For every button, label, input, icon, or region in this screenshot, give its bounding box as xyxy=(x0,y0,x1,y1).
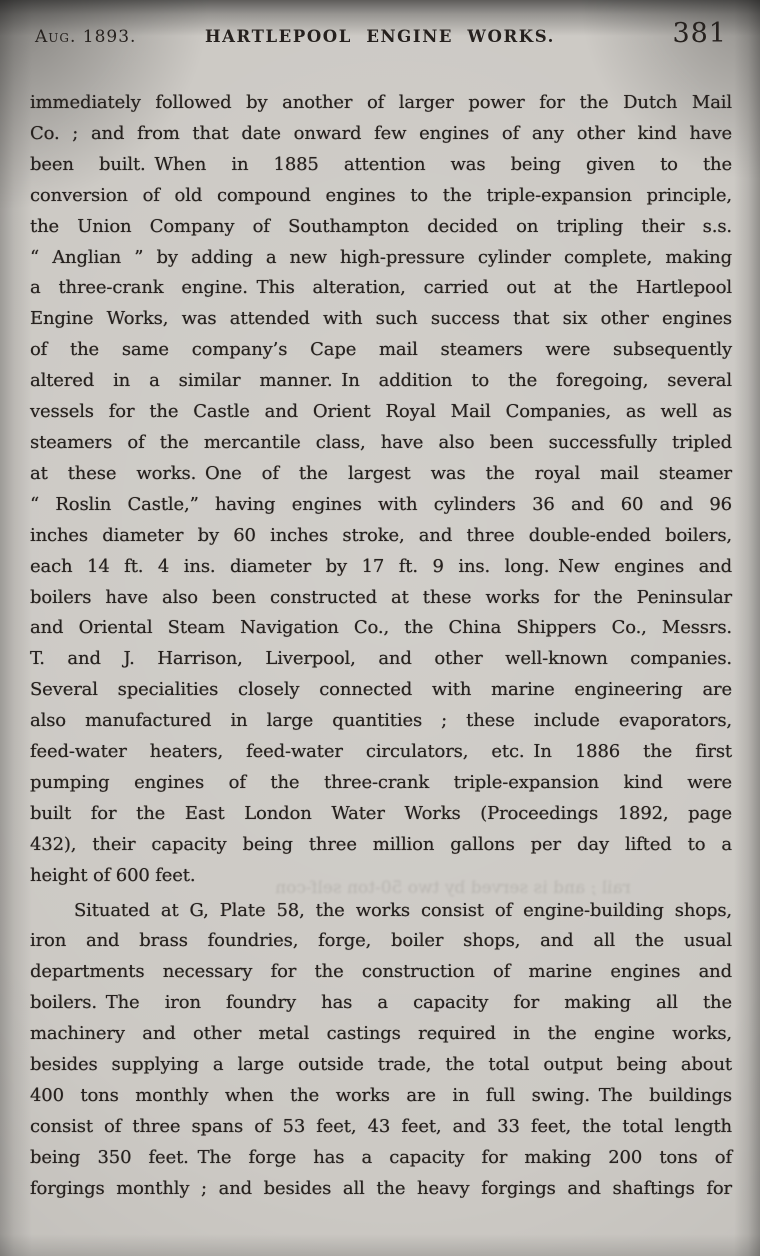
text-line: T. and J. Harrison, Liverpool, and other well-known companies. xyxy=(30,648,732,670)
text-line: Situated at G, Plate 58, the works consist of engine-building shops, xyxy=(74,899,732,921)
header-page-number: 381 xyxy=(672,18,727,49)
page-header xyxy=(0,0,760,54)
text-line: built for the East London Water Works (Proceedings 1892, page xyxy=(30,802,732,824)
text-line: feed-water heaters, feed-water circulators, etc. In 1886 the first xyxy=(30,741,732,763)
text-line: forgings monthly ; and besides all the heavy forgings and shaftings for xyxy=(30,1177,732,1199)
text-line: immediately followed by another of larger power for the Dutch Mail xyxy=(30,92,732,113)
text-line: consist of three spans of 53 feet, 43 feet, and 33 feet, the total length xyxy=(30,1115,732,1137)
show-through-text: rail ; and is served by two 50-ton self-con xyxy=(275,878,631,898)
text-line: Engine Works, was attended with such success that six other engines xyxy=(30,308,732,330)
text-line: conversion of old compound engines to the triple-expansion principle, xyxy=(30,184,732,206)
header-date: Aug. 1893. xyxy=(35,27,137,47)
text-line: been built. When in 1885 attention was being given to the xyxy=(30,153,732,175)
text-line: Several specialities closely connected with marine engineering are xyxy=(30,679,732,701)
text-line: height of 600 feet. xyxy=(30,864,196,886)
text-line: and Oriental Steam Navigation Co., the China Shippers Co., Messrs. xyxy=(30,617,732,639)
text-line: altered in a similar manner. In addition to the foregoing, several xyxy=(30,370,732,392)
text-line: Co. ; and from that date onward few engines of any other kind have xyxy=(30,122,732,144)
text-line: iron and brass foundries, forge, boiler shops, and all the usual xyxy=(30,930,732,952)
text-line: steamers of the mercantile class, have also been successfully tripled xyxy=(30,431,732,453)
text-line: departments necessary for the construction of marine engines and xyxy=(30,961,732,983)
text-line: inches diameter by 60 inches stroke, and three double-ended boilers, xyxy=(30,524,732,546)
text-line: “ Roslin Castle,” having engines with cylinders 36 and 60 and 96 xyxy=(30,493,732,515)
text-line: at these works. One of the largest was the royal mail steamer xyxy=(30,462,732,484)
text-line: the Union Company of Southampton decided on tripling their s.s. xyxy=(30,215,732,237)
text-line: pumping engines of the three-crank triple-expansion kind were xyxy=(30,771,732,793)
text-line: 400 tons monthly when the works are in full swing. The buildings xyxy=(30,1085,732,1106)
text-line: of the same company’s Cape mail steamers were subsequently xyxy=(30,339,732,361)
text-line: boilers. The iron foundry has a capacity for making all the xyxy=(30,992,732,1014)
paragraph xyxy=(30,896,732,1205)
header-title: HARTLEPOOL ENGINE WORKS. xyxy=(204,27,556,46)
body-text xyxy=(30,88,732,1205)
text-line: vessels for the Castle and Orient Royal Mail Companies, as well as xyxy=(30,401,732,423)
text-line: boilers have also been constructed at these works for the Peninsular xyxy=(30,586,732,608)
text-line: 432), their capacity being three million gallons per day lifted to a xyxy=(30,833,732,855)
text-line: a three-crank engine. This alteration, carried out at the Hartlepool xyxy=(30,277,732,299)
text-line: also manufactured in large quantities ; these include evaporators, xyxy=(30,710,732,732)
text-line: “ Anglian ” by adding a new high-pressure cylinder complete, making xyxy=(30,246,732,268)
text-line: machinery and other metal castings required in the engine works, xyxy=(30,1023,732,1045)
text-line: being 350 feet. The forge has a capacity for making 200 tons of xyxy=(30,1146,732,1168)
text-line: besides supplying a large outside trade, the total output being about xyxy=(30,1054,732,1076)
paragraph xyxy=(30,88,732,892)
text-line: each 14 ft. 4 ins. diameter by 17 ft. 9 ins. long. New engines and xyxy=(30,555,732,577)
